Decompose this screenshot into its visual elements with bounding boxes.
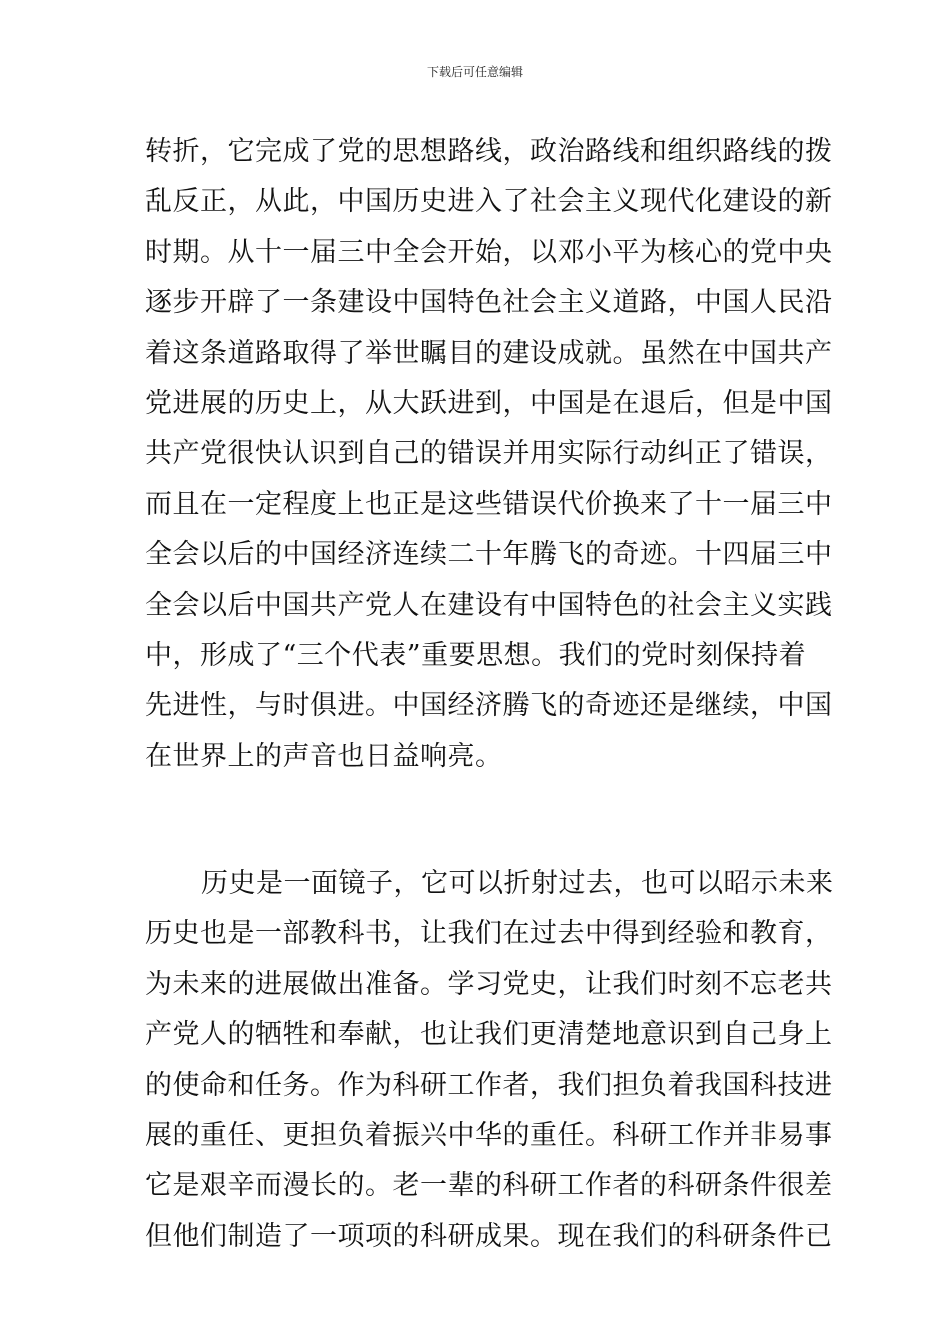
text-line: 乱反正，从此，中国历史进入了社会主义现代化建设的新 bbox=[145, 186, 833, 218]
text-line: 它是艰辛而漫长的。老一辈的科研工作者的科研条件很差 bbox=[145, 1170, 833, 1202]
text-line: 先进性，与时俱进。中国经济腾飞的奇迹还是继续，中国 bbox=[145, 690, 833, 722]
text-line: 而且在一定程度上也正是这些错误代价换来了十一届三中 bbox=[145, 488, 833, 520]
text-line: 展的重任、更担负着振兴中华的重任。科研工作并非易事 bbox=[145, 1120, 833, 1152]
text-line: 转折，它完成了党的思想路线，政治路线和组织路线的拨 bbox=[145, 136, 833, 167]
text-line: 在世界上的声音也日益响亮。 bbox=[145, 740, 503, 772]
text-line: 产党人的牺牲和奉献，也让我们更清楚地意识到自己身上 bbox=[145, 1019, 833, 1051]
text-line: 历史也是一部教科书，让我们在过去中得到经验和教育， bbox=[145, 918, 833, 950]
paragraph-1 bbox=[145, 127, 833, 782]
text-line: 全会以后的中国经济连续二十年腾飞的奇迹。十四届三中 bbox=[145, 539, 833, 571]
text-line: 历史是一面镜子，它可以折射过去，也可以昭示未来 bbox=[201, 868, 834, 900]
text-line: 共产党很快认识到自己的错误并用实际行动纠正了错误， bbox=[145, 438, 833, 470]
text-line: 时期。从十一届三中全会开始，以邓小平为核心的党中央 bbox=[145, 236, 833, 268]
paragraph-2 bbox=[145, 859, 834, 1262]
text-line: 逐步开辟了一条建设中国特色社会主义道路，中国人民沿 bbox=[145, 287, 833, 319]
document-body bbox=[145, 127, 834, 1262]
paragraph-spacer bbox=[145, 782, 805, 859]
text-line: 党进展的历史上，从大跃进到，中国是在退后，但是中国 bbox=[145, 387, 833, 419]
text-line: 但他们制造了一项项的科研成果。现在我们的科研条件已 bbox=[145, 1220, 833, 1252]
page-header: 下载后可任意编辑 bbox=[426, 65, 523, 79]
text-line: 为未来的进展做出准备。学习党史，让我们时刻不忘老共 bbox=[145, 968, 833, 1000]
text-line: 的使命和任务。作为科研工作者，我们担负着我国科技进 bbox=[145, 1069, 833, 1101]
text-line: 中，形成了“三个代表”重要思想。我们的党时刻保持着 bbox=[145, 639, 807, 671]
text-line: 全会以后中国共产党人在建设有中国特色的社会主义实践 bbox=[145, 589, 833, 621]
text-line: 着这条道路取得了举世瞩目的建设成就。虽然在中国共产 bbox=[145, 337, 833, 369]
